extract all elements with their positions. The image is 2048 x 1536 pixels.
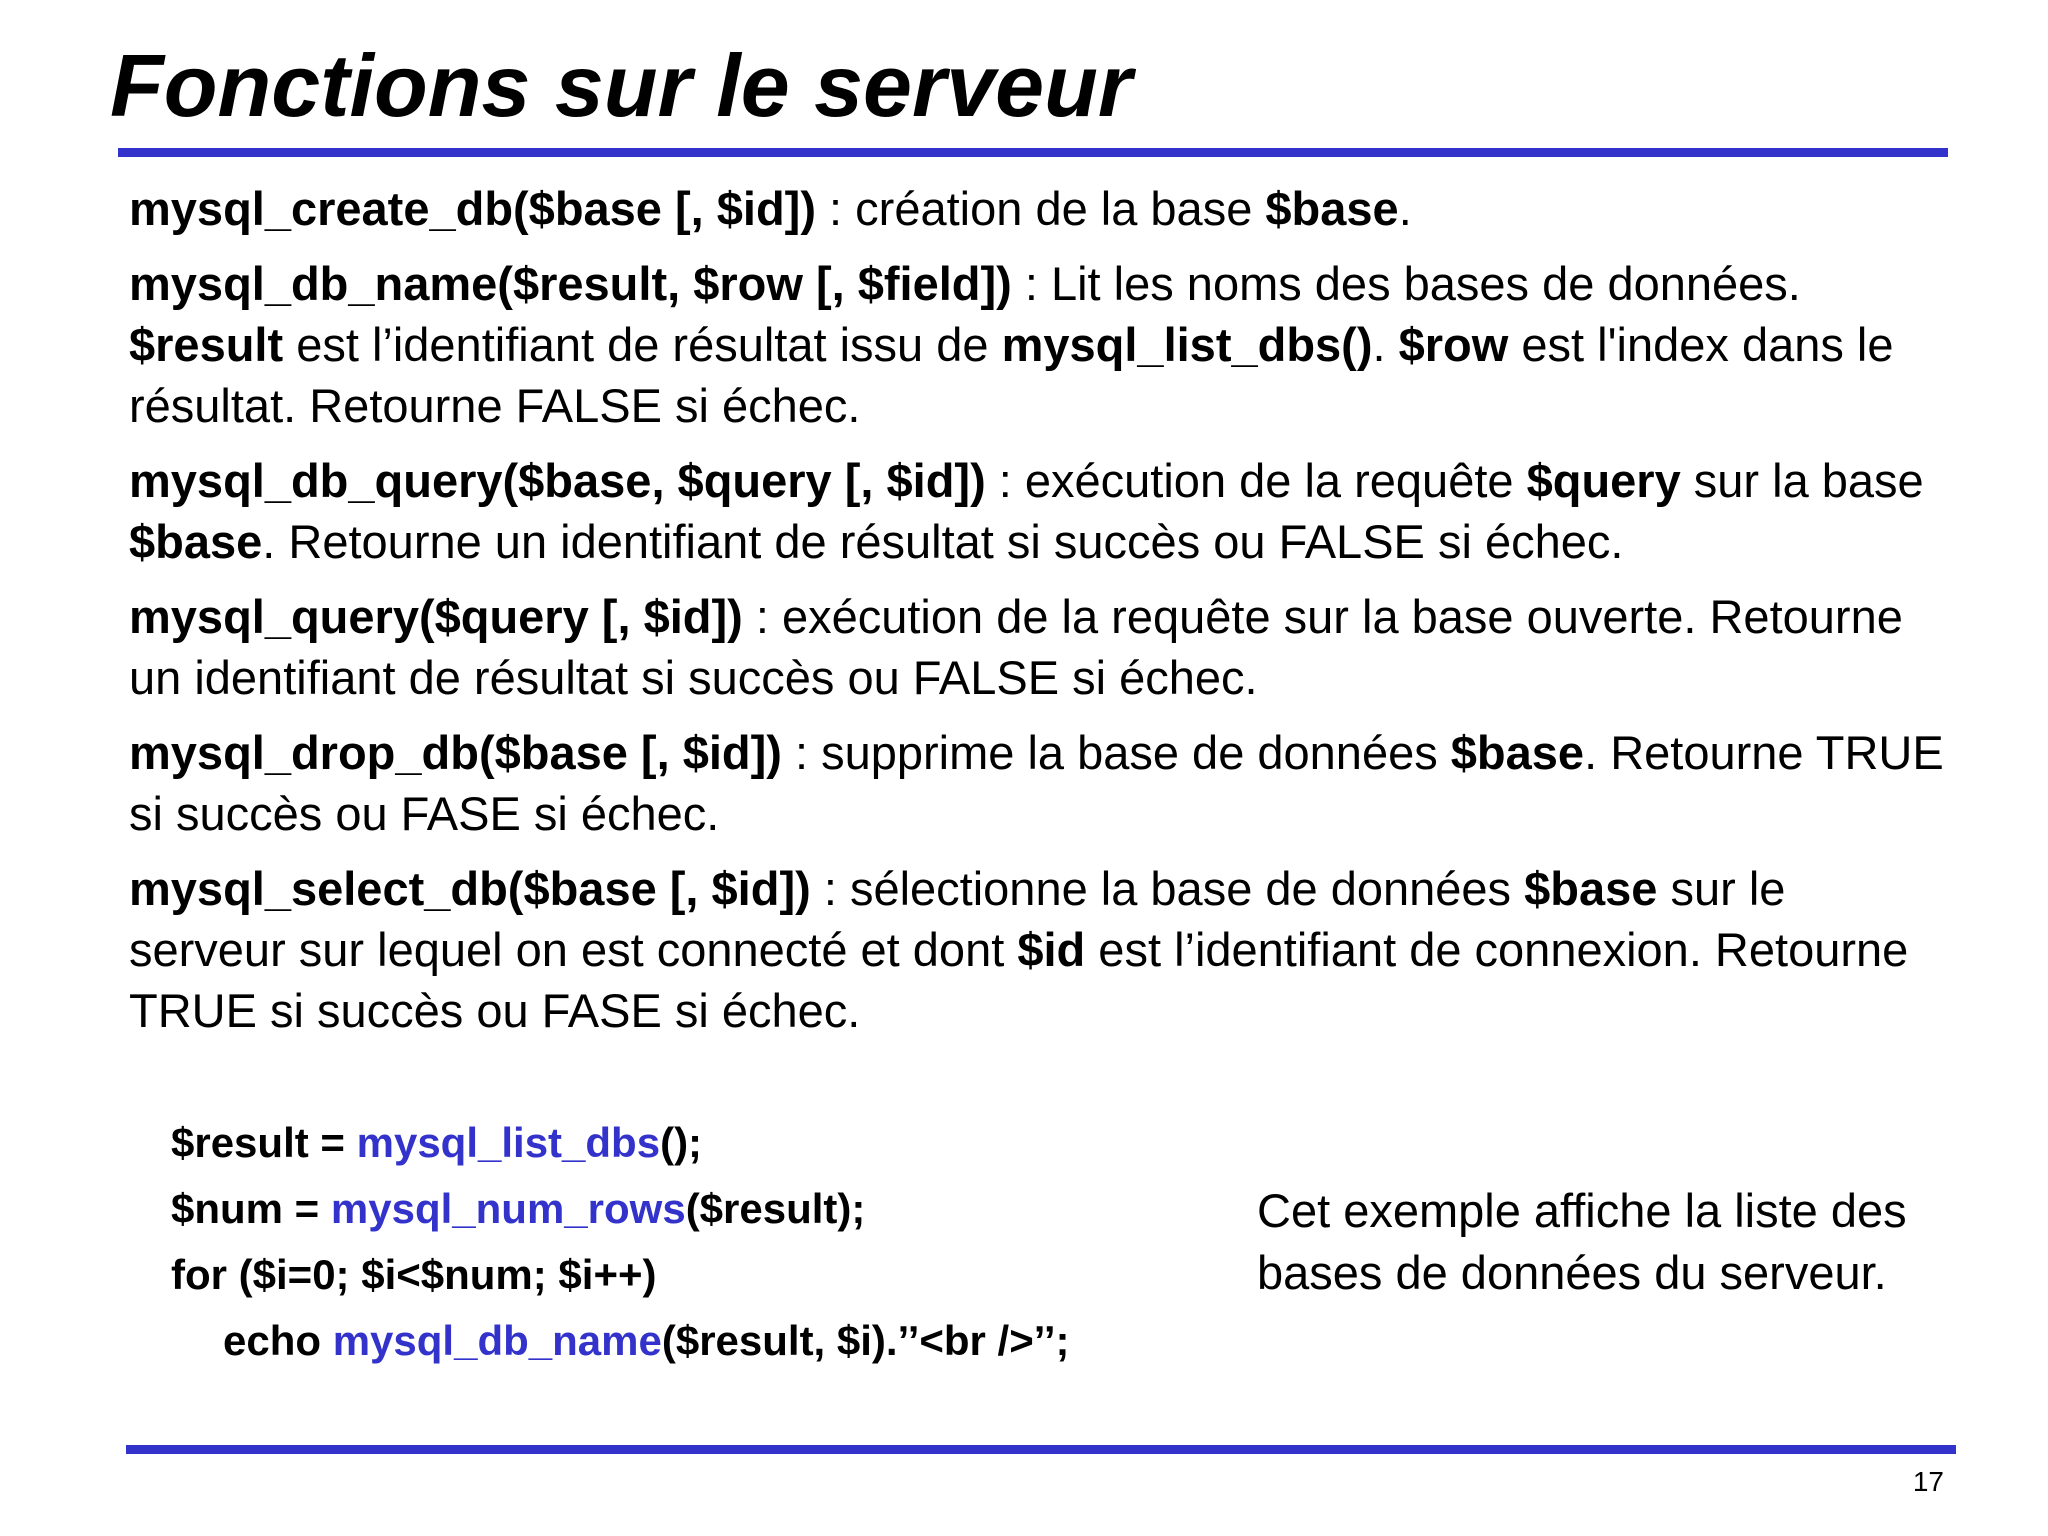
code-function-name: mysql_db_name (332, 1317, 662, 1364)
code-line-4 (171, 1308, 1070, 1374)
definition-keyword: mysql_list_dbs() (1001, 318, 1373, 371)
definition-text: . (1398, 182, 1412, 235)
definition-keyword: mysql_create_db($base [, $id]) (129, 182, 816, 235)
definition-keyword: mysql_query($query [, $id]) (129, 590, 743, 643)
definition-keyword: $base (1524, 862, 1658, 915)
definition-text: : supprime la base de données (781, 726, 1451, 779)
definition-mysql-db-query (129, 450, 1944, 572)
definition-text: . (1372, 318, 1399, 371)
definition-mysql-create-db (129, 178, 1944, 239)
code-text: echo (223, 1317, 333, 1364)
definition-text: est l’identifiant de connexion. Retourne TRUE si succès ou FASE si échec. (129, 923, 1909, 1037)
definition-text: : exécution de la requête (985, 454, 1527, 507)
definition-mysql-db-name (129, 253, 1944, 436)
definition-keyword: $base (129, 515, 263, 568)
function-definitions (129, 178, 1944, 1055)
code-text: (); (660, 1119, 703, 1166)
title-divider (118, 148, 1948, 157)
code-function-name: mysql_num_rows (330, 1185, 686, 1232)
definition-text: . Retourne un identifiant de résultat si succès ou FALSE si échec. (262, 515, 1624, 568)
code-text: $num = (171, 1185, 331, 1232)
code-line-3: for ($i=0; $i<$num; $i++) (171, 1251, 657, 1298)
code-text: ($result, $i).’’<br />’’; (661, 1317, 1070, 1364)
definition-text: est l'index dans le résultat. Retourne FALSE si échec. (129, 318, 1894, 432)
definition-keyword: $row (1398, 318, 1509, 371)
definition-text: : création de la base (816, 182, 1266, 235)
code-text: ($result); (685, 1185, 866, 1232)
slide-title: Fonctions sur le serveur (110, 36, 1133, 135)
definition-keyword: mysql_db_query($base, $query [, $id]) (129, 454, 986, 507)
code-text: $result = (171, 1119, 357, 1166)
definition-text: : Lit les noms des bases de données. (1011, 257, 1801, 310)
code-example (171, 1110, 1070, 1374)
footer-divider (126, 1445, 1956, 1454)
definition-keyword: $query (1526, 454, 1681, 507)
definition-text: : sélectionne la base de données (810, 862, 1525, 915)
definition-text: sur la base (1680, 454, 1924, 507)
definition-mysql-drop-db (129, 722, 1944, 844)
code-line-2 (171, 1176, 1070, 1242)
definition-keyword: $base (1265, 182, 1399, 235)
definition-mysql-select-db (129, 858, 1944, 1041)
definition-keyword: $result (129, 318, 284, 371)
definition-text: est l’identifiant de résultat issu de (283, 318, 1002, 371)
page-number: 17 (1912, 1466, 1944, 1497)
code-line-1 (171, 1110, 1070, 1176)
definition-keyword: $id (1017, 923, 1086, 976)
example-note: Cet exemple affiche la liste des bases de données du serveur. (1257, 1184, 1907, 1299)
definition-text: . Retourne TRUE si succès ou FASE si échec. (129, 726, 1944, 840)
definition-keyword: mysql_select_db($base [, $id]) (129, 862, 811, 915)
definition-keyword: $base (1450, 726, 1585, 779)
definition-text: : exécution de la requête sur la base ouverte. Retourne un identifiant de résultat si succès ou FALSE si échec. (129, 590, 1903, 704)
code-function-name: mysql_list_dbs (356, 1119, 661, 1166)
definition-keyword: mysql_db_name($result, $row [, $field]) (129, 257, 1012, 310)
definition-mysql-query (129, 586, 1944, 708)
definition-text: sur le serveur sur lequel on est connecté et dont (129, 862, 1786, 976)
definition-keyword: mysql_drop_db($base [, $id]) (129, 726, 782, 779)
